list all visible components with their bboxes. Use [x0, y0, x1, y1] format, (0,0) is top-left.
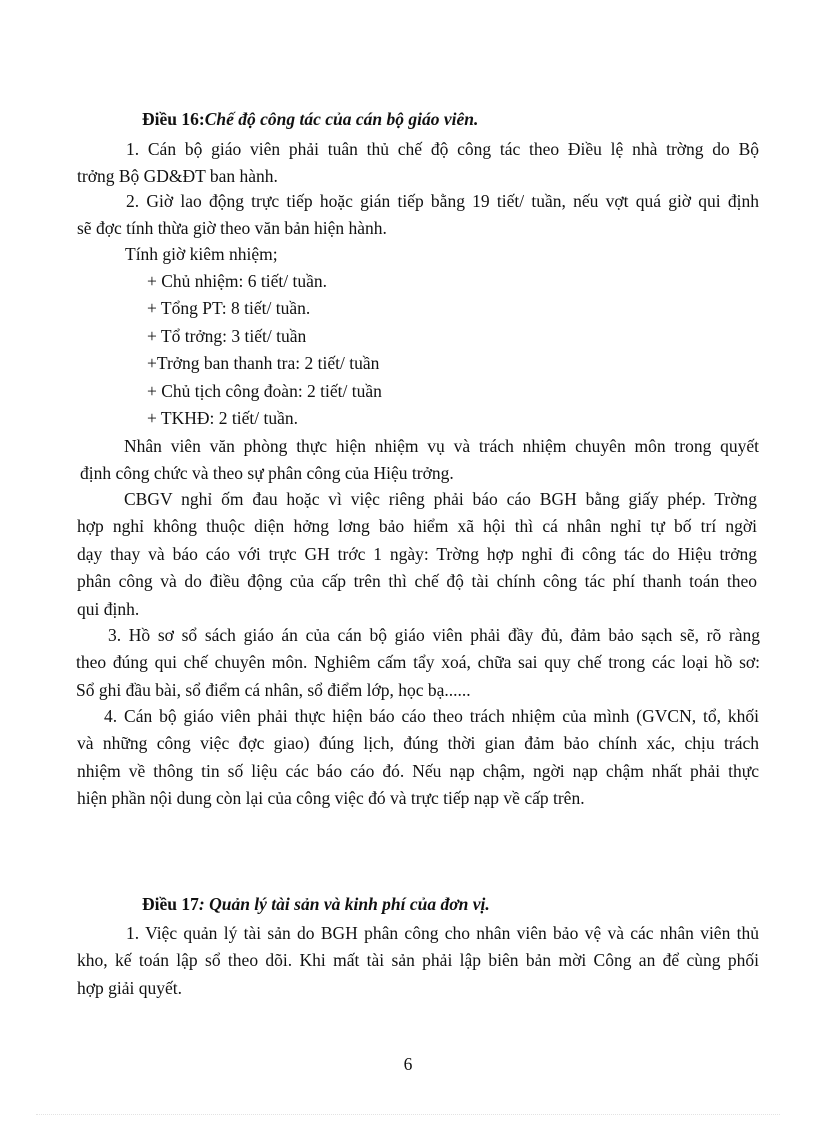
text-line: theo đúng qui chế chuyên môn. Nghiêm cấm tẩy xoá, chữa sai quy chế trong các loại hồ sơ:: [76, 652, 760, 673]
list-item: + Tổ trởng: 3 tiết/ tuần: [147, 325, 307, 346]
text-line: 2. Giờ lao động trực tiếp hoặc gián tiếp bằng 19 tiết/ tuần, nếu vợt quá giờ qui định: [126, 191, 759, 211]
text-line: 1. Cán bộ giáo viên phải tuân thủ chế độ công tác theo Điều lệ nhà trờng do Bộ: [126, 139, 759, 159]
text-line: Sổ ghi đầu bài, sổ điểm cá nhân, sổ điểm lớp, học bạ......: [76, 679, 471, 700]
text-line: 3. Hồ sơ sổ sách giáo án của cán bộ giáo viên phải đầy đủ, đảm bảo sạch sẽ, rõ ràng: [108, 625, 760, 645]
text-line: phân công và do điều động của cấp trên thì chế độ tài chính công tác phí thanh toán theo: [77, 571, 757, 592]
list-item: + TKHĐ: 2 tiết/ tuần.: [147, 408, 298, 429]
page-number: 6: [403, 1054, 413, 1074]
article-16-paragraph-7: [77, 703, 759, 813]
list-item: + Chủ nhiệm: 6 tiết/ tuần.: [147, 271, 327, 291]
article-16-title: Chế độ công tác của cán bộ giáo viên.: [204, 109, 479, 129]
article-17-title: : Quản lý tài sản và kinh phí của đơn vị.: [198, 894, 490, 914]
workload-list: [147, 268, 382, 432]
article-16-heading: [142, 106, 478, 133]
list-item: + Tổng PT: 8 tiết/ tuần.: [147, 298, 311, 319]
article-17-heading: [142, 891, 490, 918]
text-line: nhiệm về thông tin số liệu các báo cáo đó. Nếu nạp chậm, ngời nạp chậm nhất phải thực: [77, 760, 759, 781]
text-line: Nhân viên văn phòng thực hiện nhiệm vụ và trách nhiệm chuyên môn trong quyết: [124, 436, 759, 456]
article-16-paragraph-3: Tính giờ kiêm nhiệm;: [125, 244, 278, 264]
article-16-paragraph-4: [80, 433, 759, 488]
text-line: CBGV nghỉ ốm đau hoặc vì việc riêng phải báo cáo BGH bằng giấy phép. Trờng: [124, 489, 757, 509]
text-line: 1. Việc quản lý tài sản do BGH phân công cho nhân viên bảo vệ và các nhân viên thủ: [126, 923, 759, 943]
list-item: + Chủ tịch công đoàn: 2 tiết/ tuần: [147, 380, 382, 401]
list-item: +Trởng ban thanh tra: 2 tiết/ tuần: [147, 353, 380, 374]
text-line: qui định.: [77, 598, 140, 619]
article-16-paragraph-5: [77, 486, 757, 623]
page-bottom-divider: [36, 1114, 780, 1115]
article-17-paragraph-1: [77, 920, 759, 1002]
text-line: hiện phần nội dung còn lại của công việc đó và trực tiếp nạp về cấp trên.: [77, 788, 585, 809]
text-line: kho, kế toán lập sổ theo dõi. Khi mất tài sản phải lập biên bản mời Công an để cùng phối: [77, 950, 759, 971]
text-line: dạy thay và báo cáo với trực GH trớc 1 ngày: Trờng hợp nghỉ đi công tác do Hiệu trởng: [77, 543, 757, 564]
text-line: hợp nghỉ không thuộc diện hởng lơng bảo hiểm xã hội thì cá nhân nghỉ tự bố trí ngời: [77, 516, 757, 537]
text-line: định công chức và theo sự phân công của Hiệu trởng.: [80, 463, 454, 484]
article-16-paragraph-6: [76, 622, 760, 704]
text-line: 4. Cán bộ giáo viên phải thực hiện báo cáo theo trách nhiệm của mình (GVCN, tổ, khối: [104, 706, 759, 726]
text-line: và những công việc đợc giao) đúng lịch, đúng thời gian đảm bảo chính xác, chịu trách: [77, 733, 759, 754]
article-17-number: Điều 17: [142, 894, 199, 914]
article-16-paragraph-1: [77, 136, 759, 191]
text-line: sẽ đợc tính thừa giờ theo văn bản hiện hành.: [77, 218, 387, 239]
text-line: hợp giải quyết.: [77, 977, 182, 998]
text-line: trởng Bộ GD&ĐT ban hành.: [77, 166, 278, 187]
article-16-number: Điều 16:: [142, 109, 205, 129]
article-16-paragraph-2: [77, 188, 759, 243]
